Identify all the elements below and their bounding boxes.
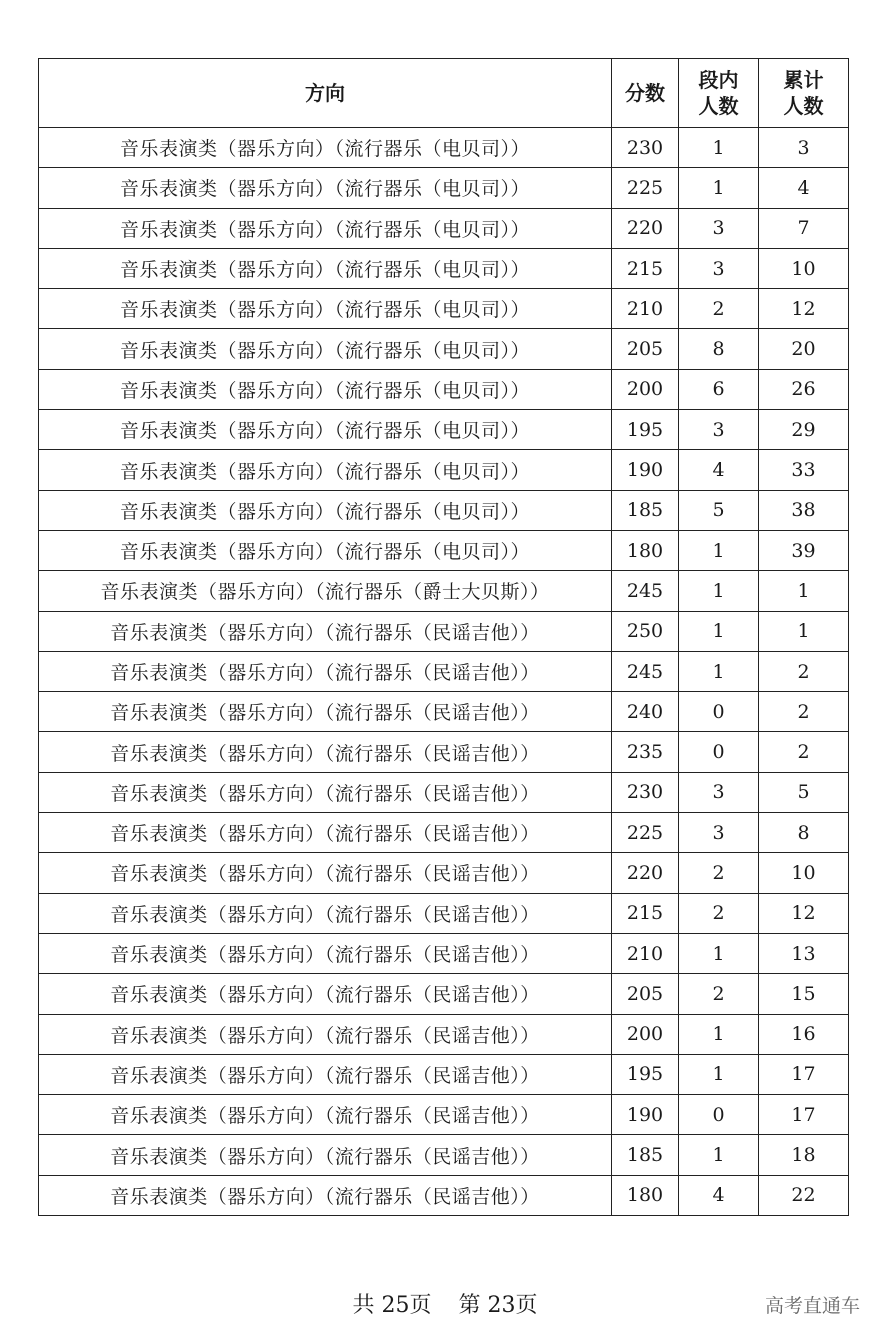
table-row <box>39 450 849 490</box>
score-cell: 210 <box>612 289 679 329</box>
segment-count-cell: 1 <box>679 651 759 691</box>
segment-count-cell: 0 <box>679 1095 759 1135</box>
table-row <box>39 289 849 329</box>
segment-count-cell: 3 <box>679 208 759 248</box>
cumulative-count-cell: 39 <box>759 530 849 570</box>
score-cell: 205 <box>612 974 679 1014</box>
score-cell: 185 <box>612 1135 679 1175</box>
total-pages-label: 共 25页 <box>352 1293 432 1318</box>
table-row <box>39 168 849 208</box>
score-cell: 195 <box>612 1054 679 1094</box>
cumulative-count-cell: 4 <box>759 168 849 208</box>
table-row <box>39 410 849 450</box>
score-cell: 230 <box>612 772 679 812</box>
direction-cell: 音乐表演类（器乐方向）（流行器乐（民谣吉他）） <box>39 1054 612 1094</box>
direction-cell: 音乐表演类（器乐方向）（流行器乐（民谣吉他）） <box>39 974 612 1014</box>
direction-cell: 音乐表演类（器乐方向）（流行器乐（电贝司）） <box>39 208 612 248</box>
table-row <box>39 1135 849 1175</box>
segment-count-cell: 1 <box>679 530 759 570</box>
cumulative-count-cell: 1 <box>759 611 849 651</box>
score-cell: 190 <box>612 450 679 490</box>
direction-cell: 音乐表演类（器乐方向）（流行器乐（民谣吉他）） <box>39 1095 612 1135</box>
segment-count-cell: 1 <box>679 611 759 651</box>
segment-count-cell: 4 <box>679 450 759 490</box>
direction-cell: 音乐表演类（器乐方向）（流行器乐（电贝司）） <box>39 530 612 570</box>
header-direction: 方向 <box>39 59 612 128</box>
table-row <box>39 1054 849 1094</box>
direction-cell: 音乐表演类（器乐方向）（流行器乐（民谣吉他）） <box>39 1175 612 1215</box>
table-row <box>39 248 849 288</box>
cumulative-count-cell: 1 <box>759 571 849 611</box>
table-row <box>39 974 849 1014</box>
segment-count-cell: 8 <box>679 329 759 369</box>
score-cell: 180 <box>612 530 679 570</box>
score-distribution-table <box>38 58 849 1216</box>
direction-cell: 音乐表演类（器乐方向）（流行器乐（民谣吉他）） <box>39 692 612 732</box>
direction-cell: 音乐表演类（器乐方向）（流行器乐（电贝司）） <box>39 329 612 369</box>
score-cell: 200 <box>612 1014 679 1054</box>
table-row <box>39 692 849 732</box>
score-cell: 200 <box>612 369 679 409</box>
segment-count-cell: 2 <box>679 853 759 893</box>
header-cumulative-count <box>759 59 849 128</box>
segment-count-cell: 1 <box>679 1135 759 1175</box>
direction-cell: 音乐表演类（器乐方向）（流行器乐（电贝司）） <box>39 168 612 208</box>
cumulative-count-cell: 18 <box>759 1135 849 1175</box>
current-page-label: 第 23页 <box>458 1293 538 1318</box>
table-body <box>39 128 849 1216</box>
score-cell: 235 <box>612 732 679 772</box>
table-row <box>39 128 849 168</box>
score-cell: 185 <box>612 490 679 530</box>
score-cell: 190 <box>612 1095 679 1135</box>
direction-cell: 音乐表演类（器乐方向）（流行器乐（民谣吉他）） <box>39 611 612 651</box>
table-row <box>39 490 849 530</box>
score-cell: 245 <box>612 651 679 691</box>
cumulative-count-cell: 38 <box>759 490 849 530</box>
header-segment-line1: 段内 <box>698 68 739 92</box>
cumulative-count-cell: 2 <box>759 651 849 691</box>
score-cell: 180 <box>612 1175 679 1215</box>
direction-cell: 音乐表演类（器乐方向）（流行器乐（电贝司）） <box>39 289 612 329</box>
cumulative-count-cell: 7 <box>759 208 849 248</box>
direction-cell: 音乐表演类（器乐方向）（流行器乐（民谣吉他）） <box>39 1014 612 1054</box>
direction-cell: 音乐表演类（器乐方向）（流行器乐（民谣吉他）） <box>39 1135 612 1175</box>
direction-cell: 音乐表演类（器乐方向）（流行器乐（电贝司）） <box>39 128 612 168</box>
table-row <box>39 732 849 772</box>
table-row <box>39 1014 849 1054</box>
direction-cell: 音乐表演类（器乐方向）（流行器乐（民谣吉他）） <box>39 651 612 691</box>
cumulative-count-cell: 12 <box>759 289 849 329</box>
segment-count-cell: 5 <box>679 490 759 530</box>
segment-count-cell: 1 <box>679 1014 759 1054</box>
cumulative-count-cell: 20 <box>759 329 849 369</box>
table-row <box>39 369 849 409</box>
segment-count-cell: 3 <box>679 813 759 853</box>
direction-cell: 音乐表演类（器乐方向）（流行器乐（民谣吉他）） <box>39 853 612 893</box>
cumulative-count-cell: 22 <box>759 1175 849 1215</box>
header-cumulative-line2: 人数 <box>783 94 824 118</box>
segment-count-cell: 3 <box>679 410 759 450</box>
score-cell: 225 <box>612 813 679 853</box>
direction-cell: 音乐表演类（器乐方向）（流行器乐（民谣吉他）） <box>39 933 612 973</box>
table-row <box>39 853 849 893</box>
cumulative-count-cell: 5 <box>759 772 849 812</box>
segment-count-cell: 1 <box>679 168 759 208</box>
cumulative-count-cell: 33 <box>759 450 849 490</box>
watermark-text: 高考直通车 <box>764 1295 860 1317</box>
segment-count-cell: 1 <box>679 128 759 168</box>
score-cell: 230 <box>612 128 679 168</box>
segment-count-cell: 3 <box>679 772 759 812</box>
cumulative-count-cell: 2 <box>759 692 849 732</box>
cumulative-count-cell: 10 <box>759 248 849 288</box>
table-row <box>39 208 849 248</box>
table-row <box>39 893 849 933</box>
score-cell: 195 <box>612 410 679 450</box>
cumulative-count-cell: 17 <box>759 1054 849 1094</box>
table-row <box>39 813 849 853</box>
direction-cell: 音乐表演类（器乐方向）（流行器乐（电贝司）） <box>39 369 612 409</box>
page-footer <box>0 1288 890 1319</box>
cumulative-count-cell: 26 <box>759 369 849 409</box>
cumulative-count-cell: 17 <box>759 1095 849 1135</box>
direction-cell: 音乐表演类（器乐方向）（流行器乐（民谣吉他）） <box>39 813 612 853</box>
score-cell: 220 <box>612 853 679 893</box>
segment-count-cell: 2 <box>679 289 759 329</box>
cumulative-count-cell: 3 <box>759 128 849 168</box>
score-cell: 215 <box>612 248 679 288</box>
cumulative-count-cell: 29 <box>759 410 849 450</box>
table-row <box>39 651 849 691</box>
header-segment-count <box>679 59 759 128</box>
score-cell: 240 <box>612 692 679 732</box>
score-cell: 215 <box>612 893 679 933</box>
table-row <box>39 530 849 570</box>
cumulative-count-cell: 8 <box>759 813 849 853</box>
direction-cell: 音乐表演类（器乐方向）（流行器乐（民谣吉他）） <box>39 893 612 933</box>
table-row <box>39 1175 849 1215</box>
header-score: 分数 <box>612 59 679 128</box>
score-cell: 245 <box>612 571 679 611</box>
direction-cell: 音乐表演类（器乐方向）（流行器乐（电贝司）） <box>39 248 612 288</box>
segment-count-cell: 1 <box>679 571 759 611</box>
cumulative-count-cell: 12 <box>759 893 849 933</box>
table-row <box>39 772 849 812</box>
direction-cell: 音乐表演类（器乐方向）（流行器乐（民谣吉他）） <box>39 732 612 772</box>
segment-count-cell: 1 <box>679 933 759 973</box>
table-row <box>39 571 849 611</box>
direction-cell: 音乐表演类（器乐方向）（流行器乐（电贝司）） <box>39 410 612 450</box>
cumulative-count-cell: 15 <box>759 974 849 1014</box>
score-cell: 210 <box>612 933 679 973</box>
segment-count-cell: 6 <box>679 369 759 409</box>
score-cell: 225 <box>612 168 679 208</box>
segment-count-cell: 2 <box>679 893 759 933</box>
table-row <box>39 611 849 651</box>
segment-count-cell: 0 <box>679 732 759 772</box>
cumulative-count-cell: 16 <box>759 1014 849 1054</box>
score-cell: 250 <box>612 611 679 651</box>
direction-cell: 音乐表演类（器乐方向）（流行器乐（电贝司）） <box>39 450 612 490</box>
table-row <box>39 1095 849 1135</box>
segment-count-cell: 2 <box>679 974 759 1014</box>
table-header-row <box>39 59 849 128</box>
segment-count-cell: 1 <box>679 1054 759 1094</box>
cumulative-count-cell: 13 <box>759 933 849 973</box>
score-cell: 205 <box>612 329 679 369</box>
header-cumulative-line1: 累计 <box>783 68 824 92</box>
direction-cell: 音乐表演类（器乐方向）（流行器乐（民谣吉他）） <box>39 772 612 812</box>
cumulative-count-cell: 10 <box>759 853 849 893</box>
cumulative-count-cell: 2 <box>759 732 849 772</box>
segment-count-cell: 3 <box>679 248 759 288</box>
segment-count-cell: 0 <box>679 692 759 732</box>
table-row <box>39 933 849 973</box>
score-cell: 220 <box>612 208 679 248</box>
header-segment-line2: 人数 <box>698 94 739 118</box>
direction-cell: 音乐表演类（器乐方向）（流行器乐（电贝司）） <box>39 490 612 530</box>
segment-count-cell: 4 <box>679 1175 759 1215</box>
table-row <box>39 329 849 369</box>
direction-cell: 音乐表演类（器乐方向）（流行器乐（爵士大贝斯）） <box>39 571 612 611</box>
